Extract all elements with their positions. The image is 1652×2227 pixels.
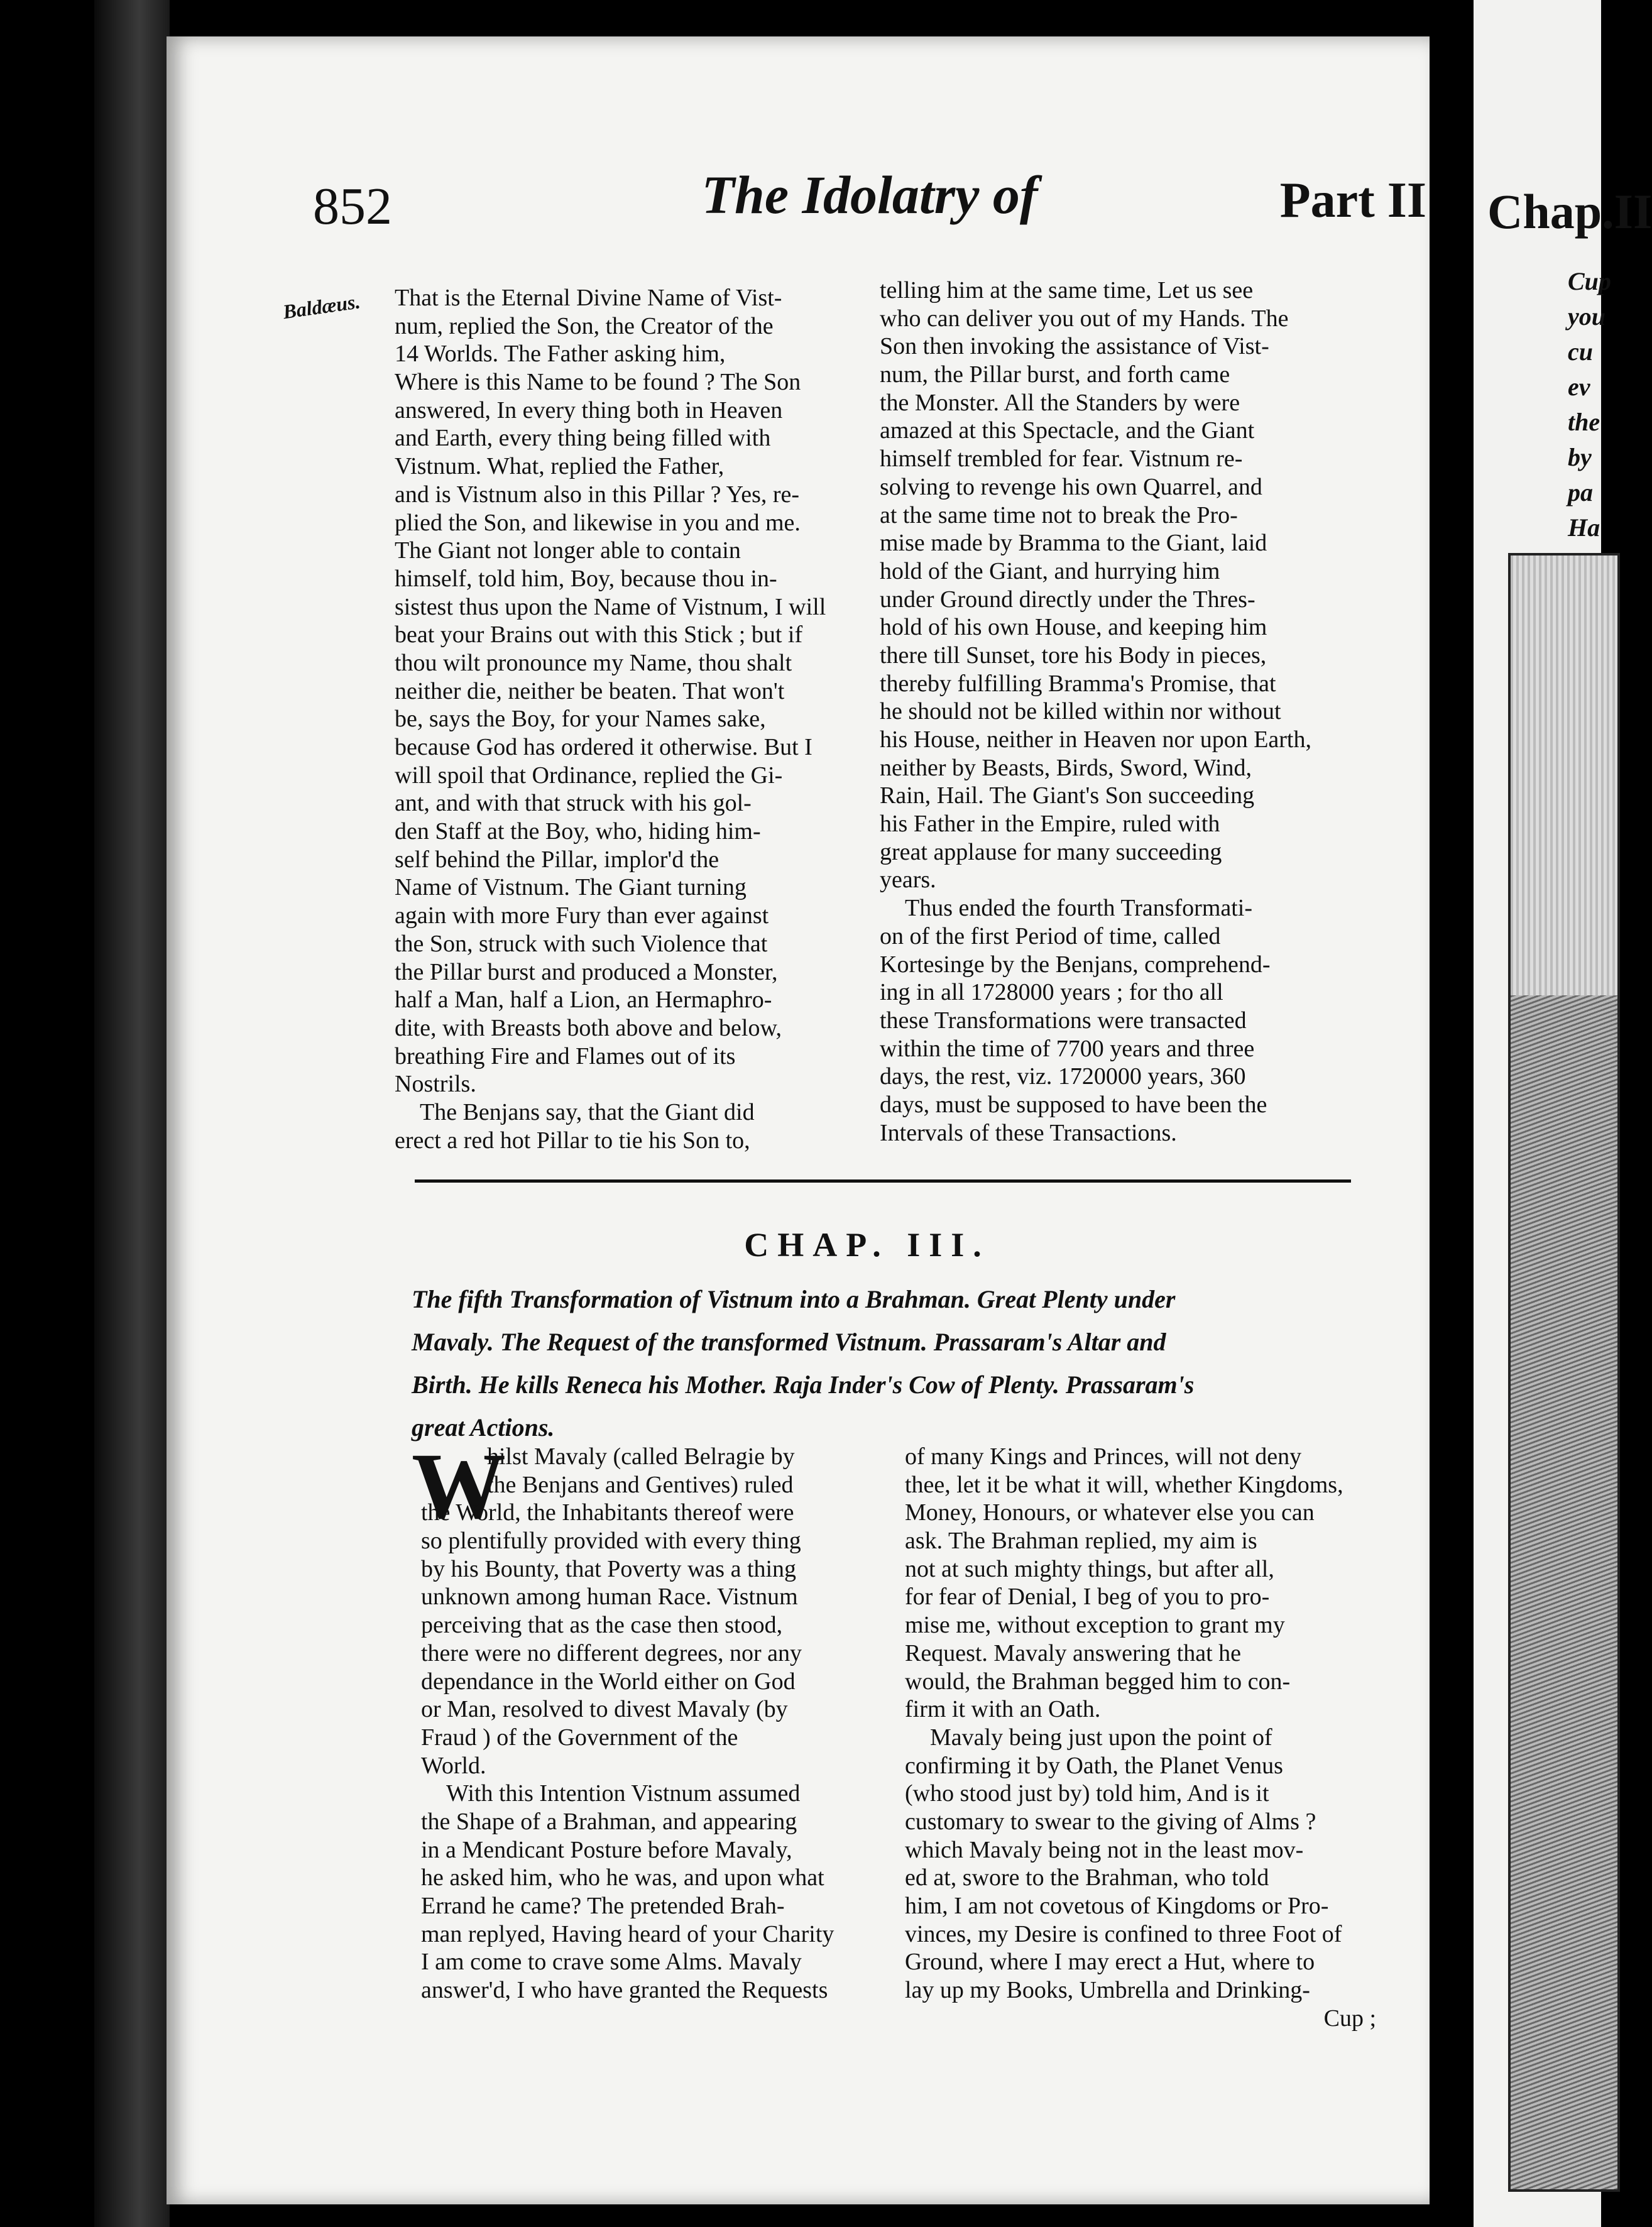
text-line: thee, let it be what it will, whether Kingdoms,	[905, 1471, 1343, 1498]
text-line: not at such mighty things, but after all,	[905, 1555, 1274, 1582]
text-line: With this Intention Vistnum assumed	[446, 1780, 801, 1807]
margin-note: Baldæus.	[282, 290, 362, 324]
text-line: Money, Honours, or whatever else you can	[905, 1499, 1315, 1526]
text-line: (who stood just by) told him, And is it	[905, 1780, 1269, 1807]
text-line: or Man, resolved to divest Mavaly (by	[421, 1696, 788, 1723]
text-line: Intervals of these Transactions.	[880, 1119, 1177, 1146]
text-line: answered, In every thing both in Heaven	[395, 397, 783, 424]
page-header	[313, 163, 1426, 251]
text-line: the Benjans and Gentives) ruled	[487, 1471, 794, 1498]
text-line: hold of the Giant, and hurrying him	[880, 557, 1220, 584]
text-line: neither by Beasts, Birds, Sword, Wind,	[880, 754, 1252, 781]
text-line: which Mavaly being not in the least mov-	[905, 1836, 1304, 1863]
facing-page-line: ev	[1568, 373, 1590, 401]
facing-page-edge	[1474, 0, 1652, 2227]
text-line: den Staff at the Boy, who, hiding him-	[395, 818, 761, 845]
text-line: because God has ordered it otherwise. But I	[395, 734, 812, 760]
text-line: man replyed, Having heard of your Charity	[421, 1920, 834, 1947]
text-line: hilst Mavaly (called Belragie by	[487, 1443, 795, 1470]
text-line: firm it with an Oath.	[905, 1696, 1101, 1723]
chapter-heading: CHAP. III.	[744, 1226, 990, 1264]
chapter-summary-line: great Actions.	[412, 1413, 555, 1442]
text-line: erect a red hot Pillar to tie his Son to,	[395, 1127, 750, 1154]
text-line: lay up my Books, Umbrella and Drinking-	[905, 1977, 1310, 2004]
page-number: 852	[313, 177, 392, 236]
text-line: Errand he came? The pretended Brah-	[421, 1893, 785, 1919]
text-line: That is the Eternal Divine Name of Vist-	[395, 285, 782, 311]
text-line: num, replied the Son, the Creator of the	[395, 312, 774, 339]
text-line: the World, the Inhabitants thereof were	[421, 1499, 794, 1526]
text-line: who can deliver you out of my Hands. The	[880, 305, 1289, 332]
facing-page-line: Cup	[1568, 267, 1611, 295]
text-line: himself, told him, Boy, because thou in-	[395, 565, 777, 592]
text-line: and Earth, every thing being filled with	[395, 425, 771, 452]
text-line: Fraud ) of the Government of the	[421, 1724, 738, 1751]
text-line: Mavaly being just upon the point of	[930, 1724, 1272, 1751]
engraving-illustration	[1508, 553, 1620, 2192]
text-line: num, the Pillar burst, and forth came	[880, 361, 1230, 388]
text-line: 14 Worlds. The Father asking him,	[395, 341, 726, 368]
text-line: there till Sunset, tore his Body in pieces,	[880, 642, 1267, 669]
chapter-summary-line: The fifth Transformation of Vistnum into a Brahman. Great Plenty under	[412, 1285, 1176, 1313]
text-line: The Giant not longer able to contain	[395, 537, 741, 564]
facing-page-line: cu	[1568, 337, 1593, 366]
text-line: ed at, swore to the Brahman, who told	[905, 1864, 1269, 1891]
text-line: mise made by Bramma to the Giant, laid	[880, 530, 1267, 557]
drop-cap: W	[412, 1434, 506, 1538]
text-line: at the same time not to break the Pro-	[880, 501, 1238, 528]
chapter-summary	[412, 1279, 1354, 1450]
top-right-column	[880, 276, 1364, 1147]
top-left-column	[395, 284, 866, 1154]
bottom-right-column	[905, 1443, 1376, 2032]
text-line: perceiving that as the case then stood,	[421, 1612, 783, 1639]
text-line: on of the first Period of time, called	[880, 922, 1221, 949]
text-line: thereby fulfilling Bramma's Promise, that	[880, 670, 1276, 697]
text-line: Where is this Name to be found ? The Son	[395, 369, 801, 396]
text-line: Name of Vistnum. The Giant turning	[395, 874, 747, 901]
text-line: solving to revenge his own Quarrel, and	[880, 473, 1262, 500]
text-line: he should not be killed within nor without	[880, 698, 1281, 725]
text-line: vinces, my Desire is confined to three Foot of	[905, 1920, 1342, 1947]
text-line: Cup ;	[1323, 2005, 1376, 2032]
text-line: there were no different degrees, nor any	[421, 1639, 802, 1666]
text-line: days, must be supposed to have been the	[880, 1091, 1267, 1118]
text-line: within the time of 7700 years and three	[880, 1035, 1255, 1062]
text-line: his Father in the Empire, ruled with	[880, 811, 1220, 838]
text-line: plied the Son, and likewise in you and me.	[395, 509, 801, 536]
text-line: unknown among human Race. Vistnum	[421, 1584, 798, 1611]
text-line: ing in all 1728000 years ; for tho all	[880, 979, 1223, 1006]
text-line: Nostrils.	[395, 1071, 476, 1098]
chapter-summary-line: Mavaly. The Request of the transformed Vistnum. Prassaram's Altar and	[412, 1328, 1166, 1356]
text-line: the Son, struck with such Violence that	[395, 930, 768, 957]
text-line: Thus ended the fourth Transformati-	[905, 895, 1253, 922]
text-line: will spoil that Ordinance, replied the Gi-	[395, 762, 783, 789]
text-line: the Shape of a Brahman, and appearing	[421, 1808, 797, 1835]
text-line: confirming it by Oath, the Planet Venus	[905, 1752, 1283, 1779]
text-line: Vistnum. What, replied the Father,	[395, 453, 725, 480]
part-label: Part II	[1279, 173, 1426, 228]
text-line: days, the rest, viz. 1720000 years, 360	[880, 1063, 1246, 1090]
text-line: by his Bounty, that Poverty was a thing	[421, 1555, 797, 1582]
facing-page-header: Chap.II	[1487, 184, 1652, 239]
bottom-left-column	[421, 1443, 889, 2005]
text-line: neither die, neither be beaten. That won't	[395, 677, 785, 704]
text-line: him, I am not covetous of Kingdoms or Pro-	[905, 1893, 1329, 1919]
facing-page-line: you	[1568, 302, 1606, 331]
text-line: his House, neither in Heaven nor upon Earth,	[880, 726, 1311, 753]
text-line: these Transformations were transacted	[880, 1007, 1247, 1034]
text-line: years.	[880, 867, 936, 894]
text-line: The Benjans say, that the Giant did	[420, 1098, 755, 1125]
text-line: breathing Fire and Flames out of its	[395, 1042, 736, 1070]
text-line: the Monster. All the Standers by were	[880, 389, 1240, 416]
text-line: hold of his own House, and keeping him	[880, 614, 1267, 641]
text-line: the Pillar burst and produced a Monster,	[395, 958, 778, 985]
text-line: ant, and with that struck with his gol-	[395, 790, 752, 817]
text-line: in a Mendicant Posture before Mavaly,	[421, 1836, 792, 1863]
text-line: amazed at this Spectacle, and the Giant	[880, 417, 1255, 444]
text-line: sistest thus upon the Name of Vistnum, I will	[395, 593, 826, 620]
text-line: Request. Mavaly answering that he	[905, 1639, 1242, 1666]
text-line: telling him at the same time, Let us see	[880, 277, 1254, 304]
text-line: Kortesinge by the Benjans, comprehend-	[880, 951, 1271, 978]
facing-page-line: by	[1568, 443, 1592, 471]
text-line: I am come to crave some Alms. Mavaly	[421, 1949, 802, 1976]
text-line: mise me, without exception to grant my	[905, 1612, 1285, 1639]
text-line: be, says the Boy, for your Names sake,	[395, 706, 766, 733]
text-line: self behind the Pillar, implor'd the	[395, 846, 719, 873]
text-line: half a Man, half a Lion, an Hermaphro-	[395, 987, 772, 1014]
text-line: again with more Fury than ever against	[395, 902, 769, 929]
text-line: World.	[421, 1752, 486, 1779]
text-line: Ground, where I may erect a Hut, where to	[905, 1949, 1315, 1976]
text-line: he asked him, who he was, and upon what	[421, 1864, 824, 1891]
text-line: of many Kings and Princes, will not deny	[905, 1443, 1302, 1470]
text-line: so plentifully provided with every thing	[421, 1528, 801, 1555]
text-line: ask. The Brahman replied, my aim is	[905, 1528, 1257, 1555]
text-line: Rain, Hail. The Giant's Son succeeding	[880, 782, 1255, 809]
text-line: Son then invoking the assistance of Vist-	[880, 333, 1269, 360]
text-line: under Ground directly under the Thres-	[880, 586, 1255, 613]
chapter-divider-rule	[415, 1179, 1351, 1183]
text-line: answer'd, I who have granted the Requests	[421, 1977, 828, 2004]
text-line: and is Vistnum also in this Pillar ? Yes, re-	[395, 481, 800, 508]
text-line: great applause for many succeeding	[880, 838, 1222, 865]
chapter-summary-line: Birth. He kills Reneca his Mother. Raja Inder's Cow of Plenty. Prassaram's	[412, 1371, 1195, 1399]
text-line: dite, with Breasts both above and below,	[395, 1014, 782, 1041]
text-line: would, the Brahman begged him to con-	[905, 1668, 1291, 1695]
facing-page-line: Ha	[1568, 513, 1600, 542]
text-line: dependance in the World either on God	[421, 1668, 796, 1695]
running-title: The Idolatry of	[701, 165, 1038, 225]
text-line: thou wilt pronounce my Name, thou shalt	[395, 649, 792, 676]
facing-page-line: pa	[1568, 478, 1593, 506]
book-gutter-shadow	[94, 0, 170, 2227]
facing-page-side-text	[1568, 264, 1611, 581]
facing-page-line: the	[1568, 408, 1600, 436]
text-line: for fear of Denial, I beg of you to pro-	[905, 1584, 1270, 1611]
text-line: customary to swear to the giving of Alms ?	[905, 1808, 1316, 1835]
text-line: beat your Brains out with this Stick ; but if	[395, 621, 803, 648]
text-line: himself trembled for fear. Vistnum re-	[880, 446, 1243, 473]
